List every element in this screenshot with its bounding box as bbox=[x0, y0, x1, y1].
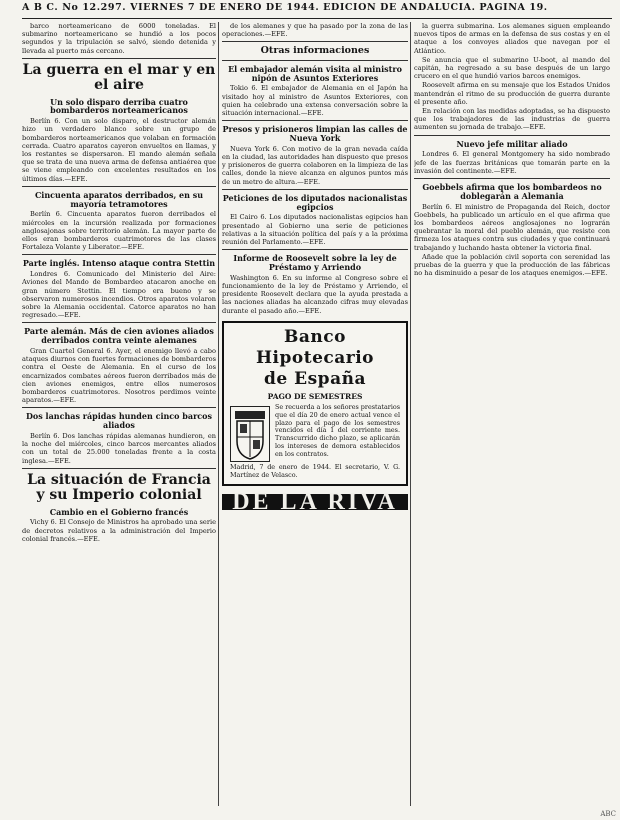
article-headline: Peticiones de los diputados nacionalistas egipcios bbox=[222, 192, 408, 212]
article-text: En relación con las medidas adoptadas, se ha dispuesto que los trabajadores de las industrias de guerra aumenten su jornada de trabajo.—EFE. bbox=[414, 107, 610, 132]
article-headline: Parte alemán. Más de cien aviones aliados derribados contra veinte alemanes bbox=[24, 326, 214, 346]
article-text: Berlín 6. Cincuenta aparatos fueron derribados el miércoles en la incursión realizada por formaciones anglosajonas sobre territorio alemán. La mayor parte de ellos eran bombarderos cuatrimotores de las clases Fortaleza Volante y Liberator.—EFE. bbox=[22, 210, 216, 252]
article-text: Gran Cuartel General 6. Ayer, el enemigo llevó a cabo ataques diurnos con fuertes formaciones de bombarderos contra el Oeste de Alemania. En el curso de los encarnizados combates aéreos fueron derribados más de cien aviones enemigos, entre ellos numerosos bombarderos cuatrimotores. Nosotros perdimos veinte aparatos.—EFE. bbox=[22, 347, 216, 405]
article-headline: Dos lanchas rápidas hunden cinco barcos aliados bbox=[25, 411, 212, 431]
section-headline: La guerra en el mar y en el aire bbox=[22, 61, 216, 94]
corner-mark: ABC bbox=[600, 810, 616, 818]
article-text: Londres 6. Comunicado del Ministerio del Aire: Aviones del Mando de Bombardeo atacaron anoche en gran número Stettin. El tiempo era bueno y se observaron numerosos incendios. Otros aparatos volaron sobre la Alemania occidental. Catorce aparatos no han regresado.—EFE. bbox=[22, 270, 216, 320]
divider bbox=[22, 468, 216, 469]
article-text: Añade que la población civil soporta con serenidad las pruebas de la guerra y que la producción de las fábricas no ha disminuido a pesar de los ataques enemigos.—EFE. bbox=[414, 252, 610, 278]
article-subheadline: Cambio en el Gobierno francés bbox=[49, 506, 189, 517]
ad-title: PAGO DE SEMESTRES bbox=[267, 391, 363, 401]
divider bbox=[22, 254, 216, 255]
article-headline: Nuevo jefe militar aliado bbox=[456, 138, 568, 149]
article-headline: Cincuenta aparatos derribados, en su mayoría tetramotores bbox=[34, 189, 204, 209]
article-text: El Cairo 6. Los diputados nacionalistas egipcios han presentado al Gobierno una serie de peticiones relativas a la situación política del país y a la próxima reunión del Parlamento.—EFE. bbox=[222, 213, 408, 247]
article-text: barco norteamericano de 6000 toneladas. El submarino norteamericano se hundió a los pocos segundos y la tripulación se salvó, siendo detenida y llevada al puerto más cercano. bbox=[22, 22, 216, 55]
column-2 bbox=[222, 22, 408, 806]
divider bbox=[222, 60, 408, 61]
divider bbox=[414, 135, 610, 136]
divider bbox=[222, 41, 408, 42]
bank-advertisement bbox=[222, 321, 408, 486]
article-text: Berlín 6. El ministro de Propaganda del Reich, doctor Goebbels, ha publicado un artículo en el que afirma que los bombardeos aéreos anglosajones no lograrán quebrantar la moral del pueblo alemán, que resiste con firmeza los ataques contra sus ciudades y que continuará trabajando y luchando hasta obtener la victoria final. bbox=[414, 202, 610, 252]
section-headline: La situación de Francia y su Imperio colonial bbox=[27, 471, 211, 504]
coat-of-arms-icon bbox=[230, 406, 270, 462]
divider bbox=[22, 58, 216, 59]
article-text: Tokio 6. El embajador de Alemania en el Japón ha visitado hoy al ministro de Asuntos Exteriores, con quien ha celebrado una extensa conversación sobre la situación internacional.—EFE. bbox=[222, 84, 408, 118]
article-text: Berlín 6. Con un solo disparo, el destructor alemán hizo un verdadero blanco sobre un grupo de bombarderos norteamericanos que volaban en formación cerrada. Cuatro aparatos cayeron envueltos en llamas, y los restantes se dispersaron. El mando alemán señala que se trata de una nueva arma de defensa antiaérea que se viene empleando con excelentes resultados en los últimos días.—EFE. bbox=[22, 117, 216, 183]
article-text: Nueva York 6. Con motivo de la gran nevada caída en la ciudad, las autoridades han dispuesto que presos y prisioneros de guerra colaboren en la limpieza de las calles, donde la nieve alcanza en algunos puntos más de un metro de altura.—EFE. bbox=[222, 144, 408, 186]
bank-name: Banco Hipotecario bbox=[255, 326, 375, 368]
section-headline: Otras informaciones bbox=[260, 45, 370, 57]
column-divider bbox=[218, 22, 219, 806]
page-header: A B C. No 12.297. VIERNES 7 DE ENERO DE 1944. EDICION DE ANDALUCIA. PAGINA 19. bbox=[22, 2, 612, 19]
article-headline: Presos y prisioneros limpian las calles de Nueva York bbox=[222, 124, 408, 144]
column-divider bbox=[410, 22, 411, 806]
divider bbox=[22, 186, 216, 187]
divider bbox=[222, 189, 408, 190]
article-text: Londres 6. El general Montgomery ha sido nombrado jefe de las fuerzas británicas que tomarán parte en la invasión del continente.—EFE. bbox=[414, 150, 610, 175]
ad-signature: Madrid, 7 de enero de 1944. El secretario, V. G. Martínez de Velasco. bbox=[230, 463, 400, 479]
article-headline: Parte inglés. Intenso ataque contra Stettin bbox=[22, 258, 216, 269]
divider bbox=[222, 249, 408, 250]
article-headline: El embajador alemán visita al ministro nipón de Asuntos Exteriores bbox=[228, 63, 402, 83]
article-text: Roosevelt afirma en su mensaje que los Estados Unidos mantendrán el ritmo de su producción de guerra durante el presente año. bbox=[414, 81, 610, 106]
column-1 bbox=[22, 22, 216, 806]
article-text: Washington 6. En su informe al Congreso sobre el funcionamiento de la ley de Préstamo y Arriendo, el presidente Roosevelt declara que la ayuda prestada a las naciones aliadas ha alcanzado cifras muy elevadas durante el pasado año.—EFE. bbox=[222, 273, 408, 315]
divider bbox=[22, 322, 216, 323]
ad-body: Se recuerda a los señores prestatarios que el día 20 de enero actual vence el plazo para el pago de los semestres vencidos el día 1 del corriente mes. Transcurrido dicho plazo, se aplicarán los intereses de demora establecidos en los contratos. bbox=[275, 403, 400, 458]
column-3 bbox=[414, 22, 610, 806]
divider bbox=[414, 178, 610, 179]
divider bbox=[22, 407, 216, 408]
article-subheadline: Un solo disparo derriba cuatro bombarderos norteamericanos bbox=[50, 96, 188, 116]
divider bbox=[222, 120, 408, 121]
bank-name-line-2: de España bbox=[264, 368, 366, 389]
de-la-riva-advertisement: DE LA RIVA bbox=[222, 494, 408, 510]
article-text: de los alemanes y que ha pasado por la zona de las operaciones.—EFE. bbox=[222, 22, 408, 39]
article-text: Se anuncia que el submarino U-boot, al mando del capitán, ha regresado a su base después de un largo crucero en el que hundió varios barcos enemigos. bbox=[414, 55, 610, 81]
article-text: Berlín 6. Dos lanchas rápidas alemanas hundieron, en la noche del miércoles, cinco barcos mercantes aliados con un total de 25.000 toneladas frente a la costa inglesa.—EFE. bbox=[22, 432, 216, 465]
article-text: Vichy 6. El Consejo de Ministros ha aprobado una serie de decretos relativos a la administración del Imperio colonial francés.—EFE. bbox=[22, 518, 216, 543]
article-headline: Informe de Roosevelt sobre la ley de Préstamo y Arriendo bbox=[233, 253, 397, 273]
article-headline: Goebbels afirma que los bombardeos no doblegarán a Alemania bbox=[422, 182, 602, 201]
article-text: la guerra submarina. Los alemanes siguen empleando nuevos tipos de armas en la defensa de sus costas y en el ataque a los convoyes aliados que navegan por el Atlántico. bbox=[414, 22, 610, 55]
